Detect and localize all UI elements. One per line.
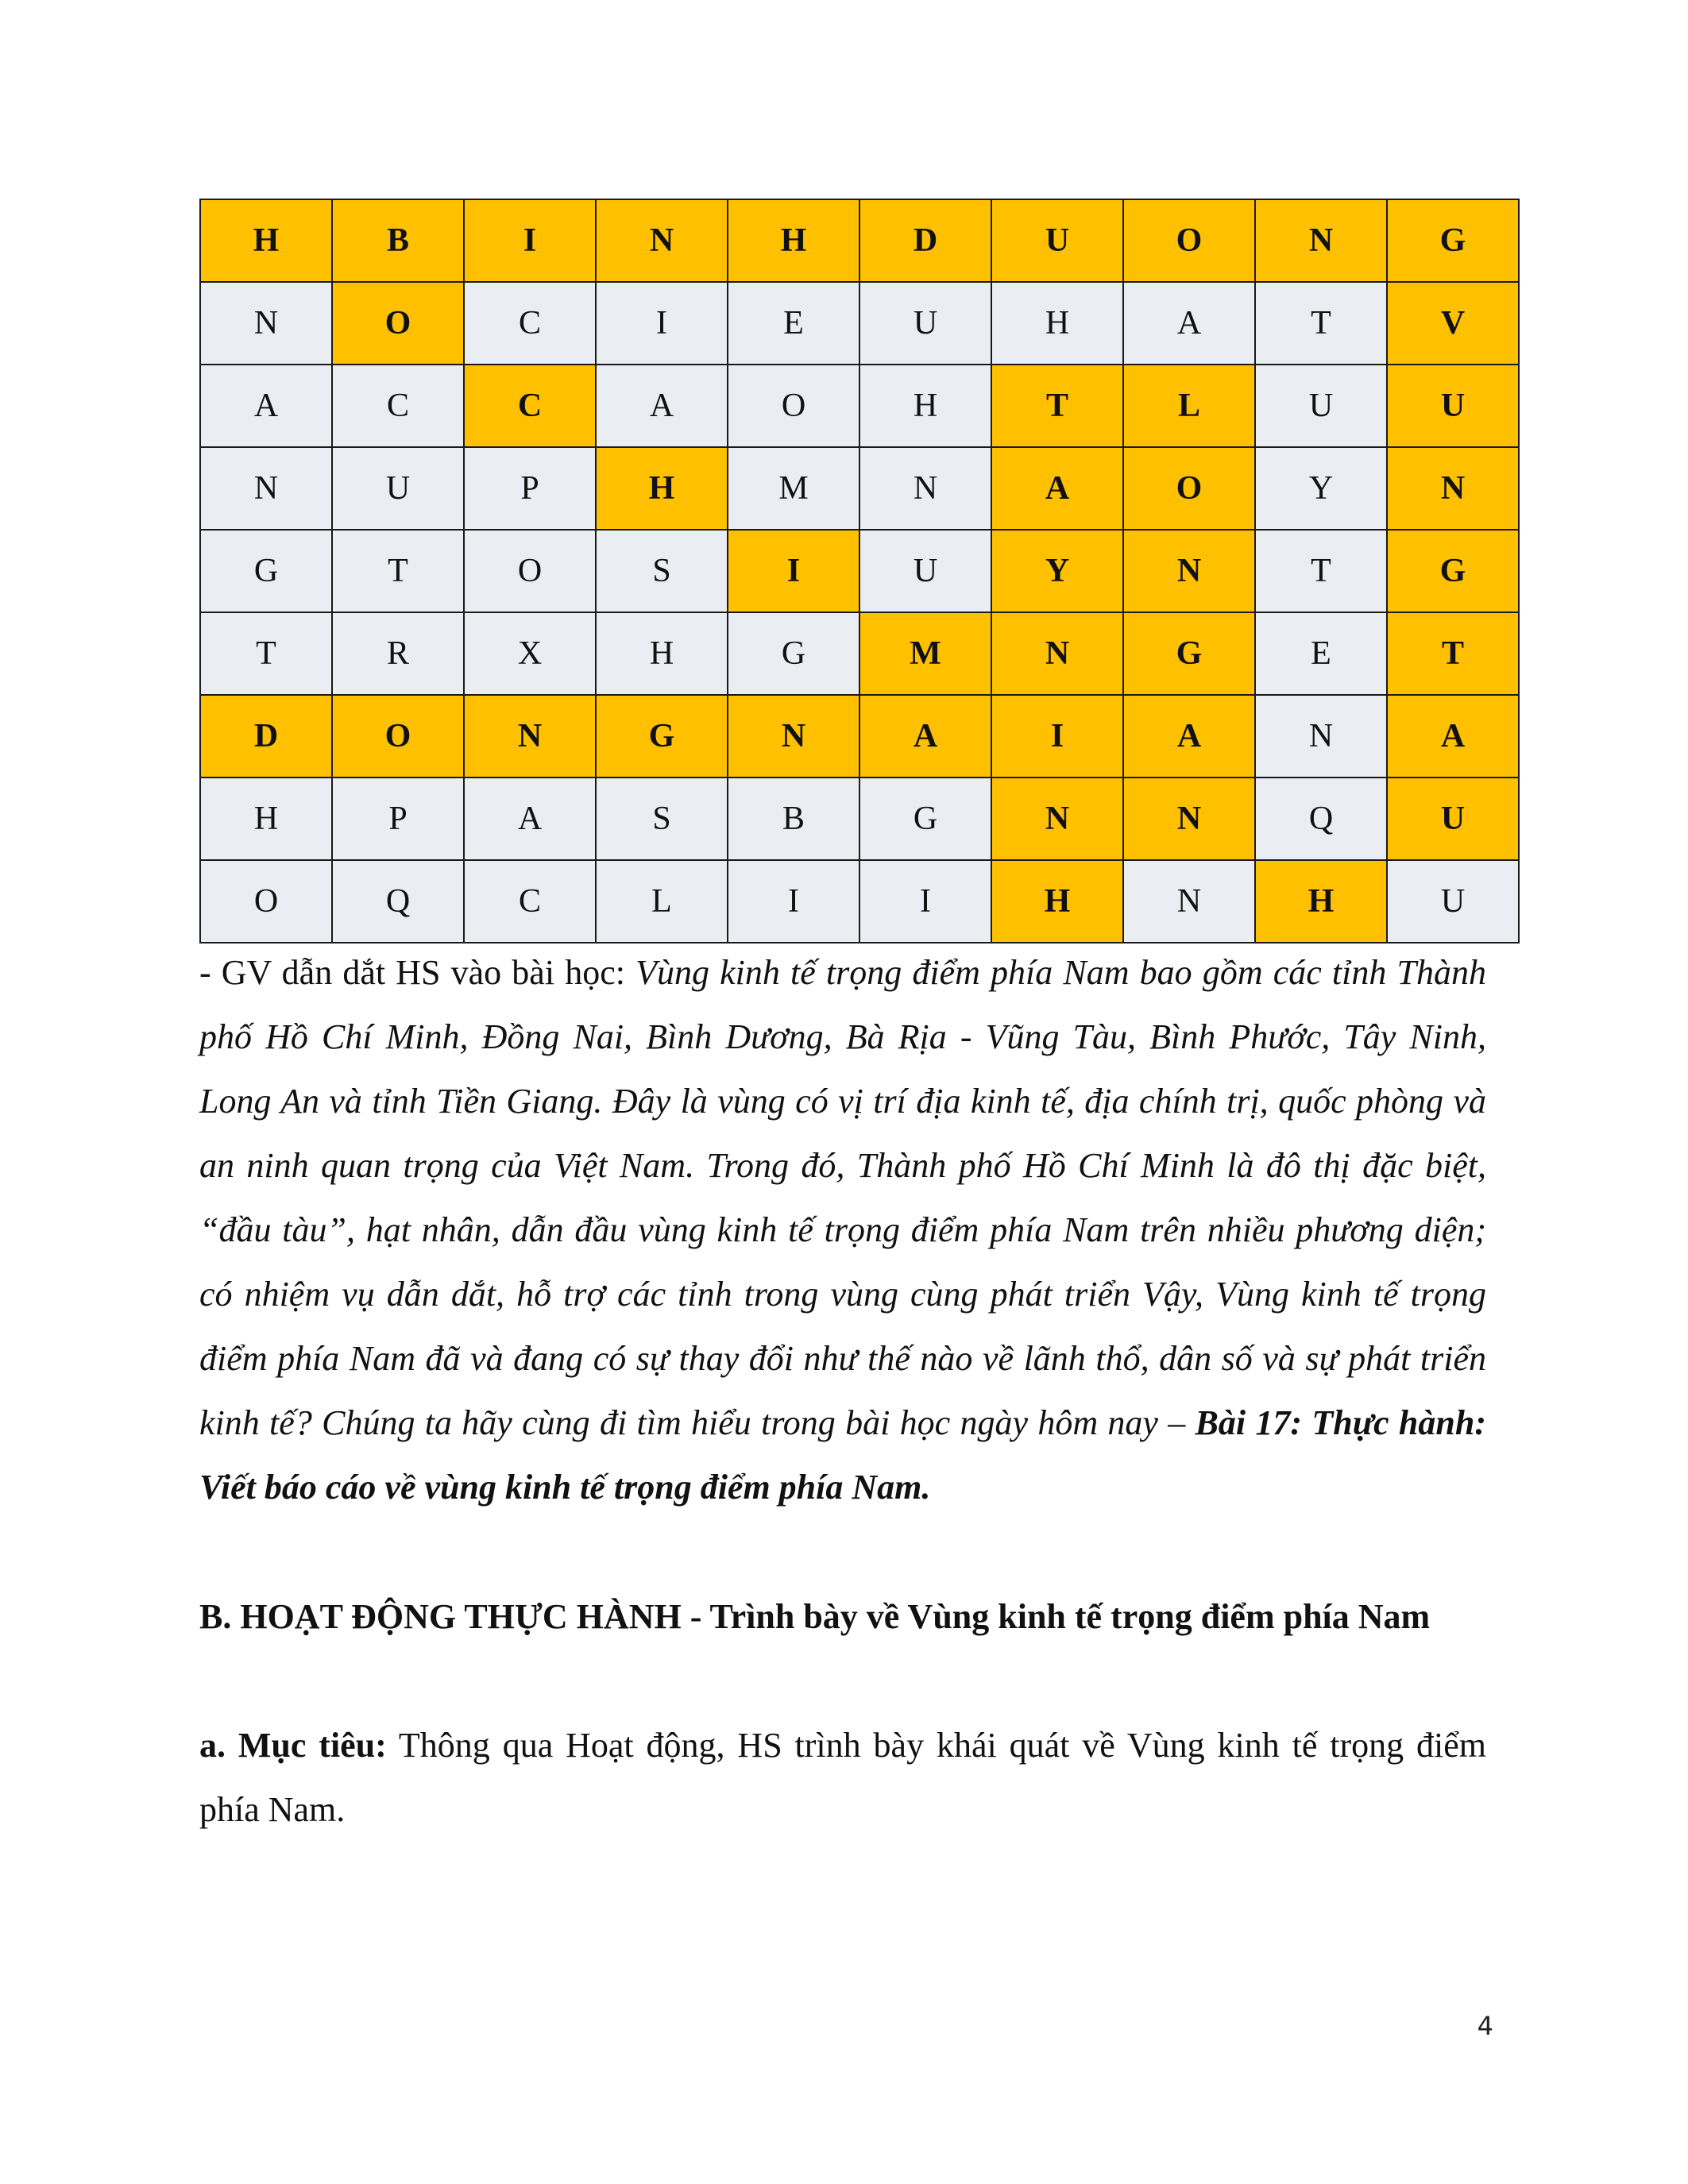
grid-cell: L — [596, 860, 728, 943]
grid-cell: C — [332, 365, 464, 447]
grid-cell: G — [859, 778, 991, 860]
grid-cell: T — [1255, 282, 1387, 365]
lesson-title-text: Bài 17: Thực hành: Viết báo cáo về vùng kinh tế trọng điểm phía Nam. — [199, 1403, 1486, 1507]
grid-cell: Y — [1255, 447, 1387, 530]
grid-cell: P — [332, 778, 464, 860]
grid-cell: I — [728, 860, 859, 943]
grid-cell-highlighted: N — [991, 778, 1123, 860]
grid-cell: G — [728, 612, 859, 695]
grid-row — [200, 778, 1519, 860]
grid-cell: I — [859, 860, 991, 943]
grid-cell-highlighted: G — [596, 695, 728, 778]
grid-row — [200, 530, 1519, 612]
grid-cell: U — [859, 530, 991, 612]
grid-cell-highlighted: T — [1387, 612, 1519, 695]
grid-cell-highlighted: A — [1123, 695, 1255, 778]
grid-cell-highlighted: A — [1387, 695, 1519, 778]
grid-cell: N — [200, 282, 332, 365]
lesson-intro-paragraph — [199, 940, 1486, 1519]
grid-cell-highlighted: H — [991, 860, 1123, 943]
grid-cell-highlighted: G — [1387, 530, 1519, 612]
grid-cell: E — [1255, 612, 1387, 695]
grid-cell: P — [464, 447, 596, 530]
page-number: 4 — [1477, 2011, 1493, 2041]
grid-row — [200, 612, 1519, 695]
grid-cell: O — [464, 530, 596, 612]
grid-row — [200, 860, 1519, 943]
grid-cell-highlighted: D — [859, 199, 991, 282]
grid-cell: R — [332, 612, 464, 695]
objective-paragraph — [199, 1713, 1486, 1842]
grid-cell-highlighted: N — [991, 612, 1123, 695]
grid-cell: H — [859, 365, 991, 447]
grid-row — [200, 695, 1519, 778]
grid-cell-highlighted: O — [332, 695, 464, 778]
grid-row — [200, 282, 1519, 365]
grid-cell: U — [859, 282, 991, 365]
grid-cell-highlighted: O — [1123, 199, 1255, 282]
word-search-grid — [199, 199, 1520, 943]
word-search-grid-body — [200, 199, 1519, 943]
grid-cell: U — [1255, 365, 1387, 447]
grid-cell-highlighted: H — [1255, 860, 1387, 943]
grid-cell: B — [728, 778, 859, 860]
grid-cell: N — [1255, 695, 1387, 778]
grid-cell: O — [728, 365, 859, 447]
grid-cell: Q — [1255, 778, 1387, 860]
grid-cell-highlighted: I — [991, 695, 1123, 778]
grid-cell: T — [1255, 530, 1387, 612]
grid-cell: N — [1123, 860, 1255, 943]
grid-cell-highlighted: I — [728, 530, 859, 612]
grid-cell: A — [200, 365, 332, 447]
grid-cell: X — [464, 612, 596, 695]
grid-cell-highlighted: N — [1123, 778, 1255, 860]
grid-cell: H — [991, 282, 1123, 365]
grid-cell-highlighted: U — [1387, 778, 1519, 860]
grid-cell: T — [200, 612, 332, 695]
grid-cell-highlighted: G — [1123, 612, 1255, 695]
grid-cell-highlighted: G — [1387, 199, 1519, 282]
grid-cell: C — [464, 860, 596, 943]
grid-cell-highlighted: A — [859, 695, 991, 778]
grid-cell-highlighted: L — [1123, 365, 1255, 447]
grid-cell: T — [332, 530, 464, 612]
grid-cell: A — [596, 365, 728, 447]
grid-cell: C — [464, 282, 596, 365]
grid-cell: H — [200, 778, 332, 860]
grid-cell-highlighted: N — [1255, 199, 1387, 282]
grid-cell-highlighted: N — [1123, 530, 1255, 612]
grid-cell: A — [1123, 282, 1255, 365]
grid-cell: H — [596, 612, 728, 695]
grid-cell-highlighted: N — [464, 695, 596, 778]
grid-cell-highlighted: H — [200, 199, 332, 282]
grid-row — [200, 365, 1519, 447]
grid-cell-highlighted: C — [464, 365, 596, 447]
grid-cell: S — [596, 778, 728, 860]
grid-cell: A — [464, 778, 596, 860]
grid-cell-highlighted: I — [464, 199, 596, 282]
grid-cell-highlighted: H — [728, 199, 859, 282]
grid-cell-highlighted: A — [991, 447, 1123, 530]
grid-cell-highlighted: U — [1387, 365, 1519, 447]
grid-cell-highlighted: N — [1387, 447, 1519, 530]
grid-cell: E — [728, 282, 859, 365]
grid-cell: Q — [332, 860, 464, 943]
objective-text: Thông qua Hoạt động, HS trình bày khái quát về Vùng kinh tế trọng điểm phía Nam. — [199, 1726, 1487, 1829]
grid-cell: S — [596, 530, 728, 612]
grid-cell: N — [200, 447, 332, 530]
grid-cell: U — [332, 447, 464, 530]
grid-cell: O — [200, 860, 332, 943]
grid-cell: I — [596, 282, 728, 365]
grid-cell-highlighted: V — [1387, 282, 1519, 365]
grid-cell-highlighted: B — [332, 199, 464, 282]
grid-cell-highlighted: N — [728, 695, 859, 778]
objective-label: a. Mục tiêu: — [199, 1726, 387, 1765]
grid-cell-highlighted: O — [332, 282, 464, 365]
grid-row — [200, 447, 1519, 530]
grid-cell: G — [200, 530, 332, 612]
grid-cell-highlighted: U — [991, 199, 1123, 282]
grid-cell-highlighted: T — [991, 365, 1123, 447]
grid-cell-highlighted: Y — [991, 530, 1123, 612]
grid-cell-highlighted: O — [1123, 447, 1255, 530]
intro-lead-text: - GV dẫn dắt HS vào bài học: — [199, 953, 636, 992]
grid-cell: M — [728, 447, 859, 530]
grid-cell: N — [859, 447, 991, 530]
intro-italic-text: Vùng kinh tế trọng điểm phía Nam bao gồm các tỉnh Thành phố Hồ Chí Minh, Đồng Nai, Bình Dương, Bà Rịa - Vũng Tàu, Bình Phước, Tây Ninh, Long An và tỉnh Tiền Giang. Đây là vùng có vị trí địa kinh tế, địa chính trị, quốc phòng và an ninh quan trọng của Việt Nam. Trong đó, Thành phố Hồ Chí Minh là đô thị đặc biệt, “đầu tàu”, hạt nhân, dẫn đầu vùng kinh tế trọng điểm phía Nam trên nhiều phương diện; có nhiệm vụ dẫn dắt, hỗ trợ các tỉnh trong vùng cùng phát triển Vậy, Vùng kinh tế trọng điểm phía Nam đã và đang có sự thay đổi như thế nào về lãnh thổ, dân số và sự phát triển kinh tế? Chúng ta hãy cùng đi tìm hiểu trong bài học ngày hôm nay – — [199, 953, 1486, 1442]
grid-cell-highlighted: D — [200, 695, 332, 778]
grid-cell-highlighted: M — [859, 612, 991, 695]
grid-row — [200, 199, 1519, 282]
grid-cell-highlighted: N — [596, 199, 728, 282]
grid-cell: U — [1387, 860, 1519, 943]
grid-cell-highlighted: H — [596, 447, 728, 530]
section-heading: B. HOẠT ĐỘNG THỰC HÀNH - Trình bày về Vùng kinh tế trọng điểm phía Nam — [199, 1597, 1431, 1636]
